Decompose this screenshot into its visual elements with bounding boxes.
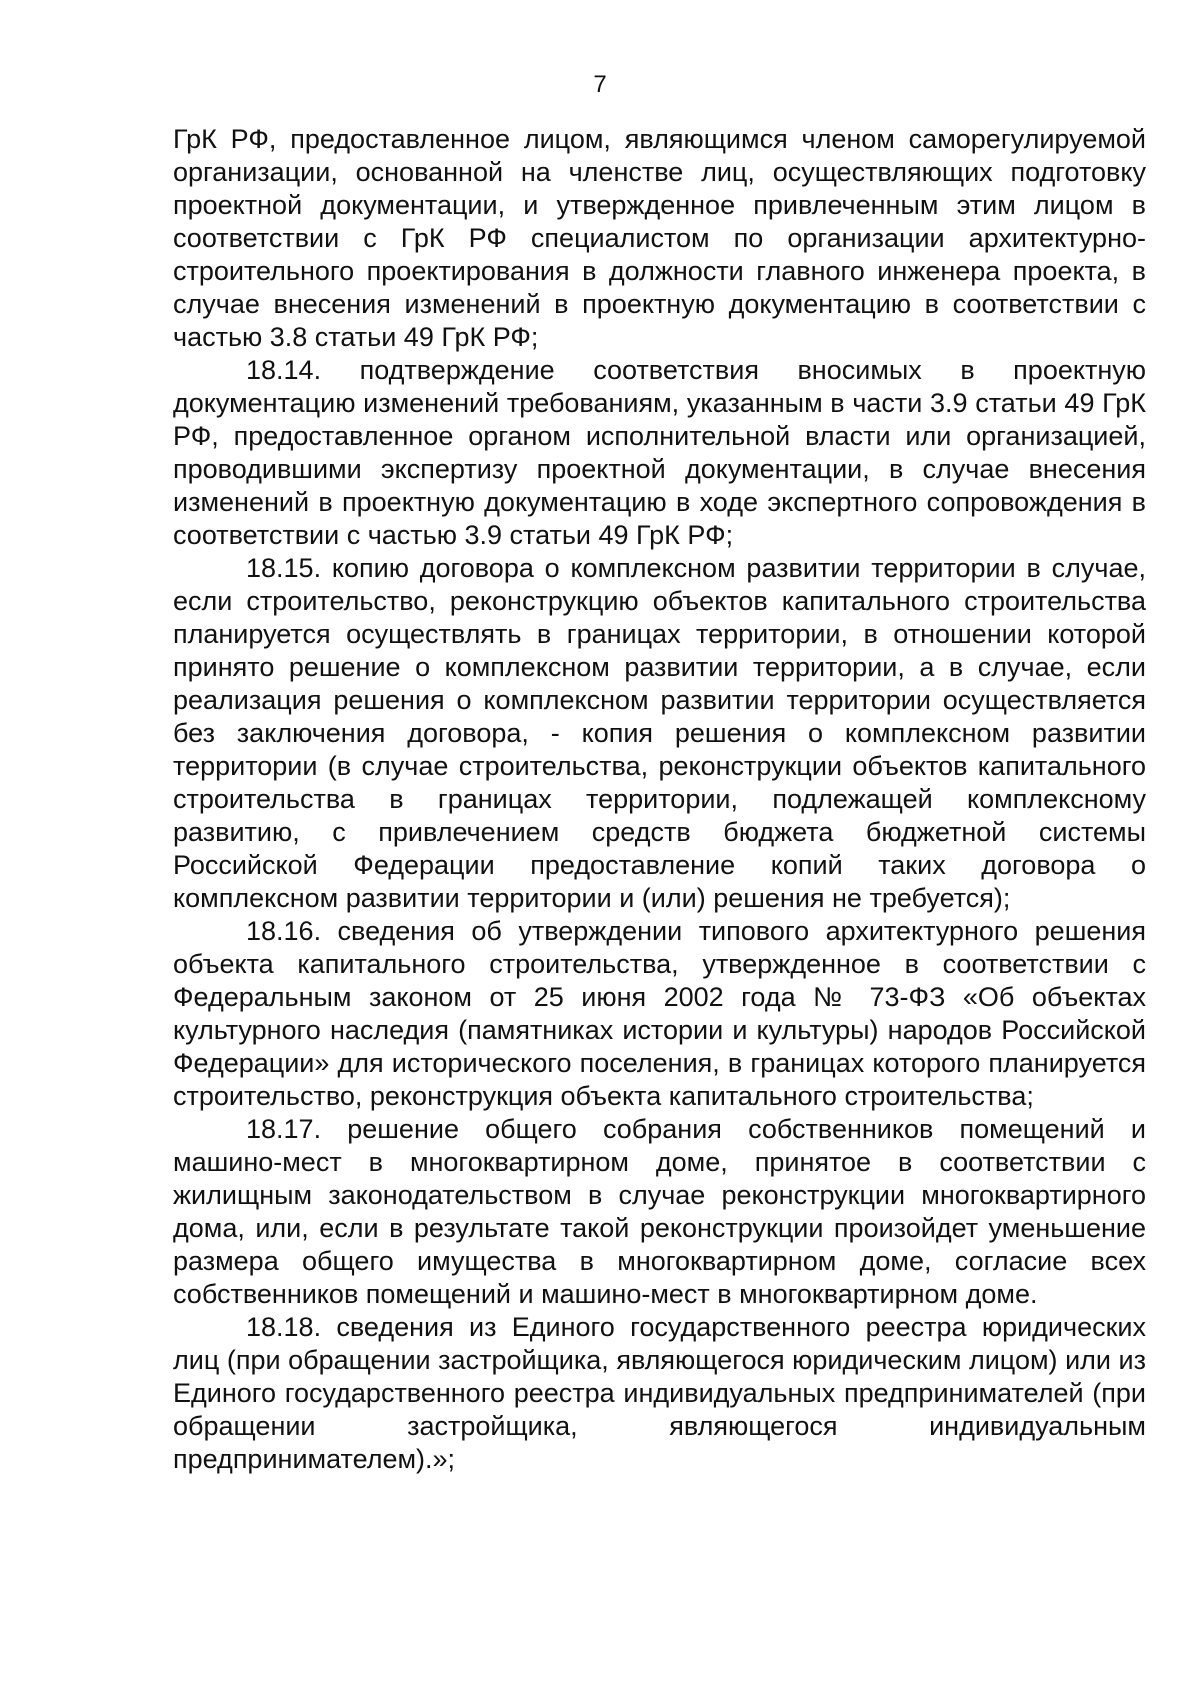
- paragraph-18-14: 18.14. подтверждение соответствия вносимых в проектную документацию изменений требованиям, указанным в части 3.9 статьи 49 ГрК РФ, предоставленное органом исполнительной власти или организацией, проводившими экспертизу проектной документации, в случае внесения изменений в проектную документацию в ходе экспертного сопровождения в соответствии с частью 3.9 статьи 49 ГрК РФ;: [173, 355, 1146, 550]
- paragraph-18-17: 18.17. решение общего собрания собственников помещений и машино-мест в многоквартирном доме, принятое в соответствии с жилищным законодательством в случае реконструкции многоквартирного дома, или, если в результате такой реконструкции произойдет уменьшение размера общего имущества в многоквартирном доме, согласие всех собственников помещений и машино-мест в многоквартирном доме.: [173, 1114, 1146, 1309]
- paragraph-18-15: 18.15. копию договора о комплексном развитии территории в случае, если строительство, реконструкцию объектов капитального строительства планируется осуществлять в границах территории, в отношении которой принято решение о комплексном развитии территории, а в случае, если реализация решения о комплексном развитии территории осуществляется без заключения договора, - копия решения о комплексном развитии территории (в случае строительства, реконструкции объектов капитального строительства в границах территории, подлежащей комплексному развитию, с привлечением средств бюджета бюджетной системы Российской Федерации предоставление копий таких договора о комплексном развитии территории и (или) решения не требуется);: [173, 553, 1146, 913]
- document-body: [173, 123, 1146, 1476]
- paragraph-continued: ГрК РФ, предоставленное лицом, являющимся членом саморегулируемой организации, основанной на членстве лиц, осуществляющих подготовку проектной документации, и утвержденное привлеченным этим лицом в соответствии с ГрК РФ специалистом по организации архитектурно-строительного проектирования в должности главного инженера проекта, в случае внесения изменений в проектную документацию в соответствии с частью 3.8 статьи 49 ГрК РФ;: [173, 124, 1146, 352]
- paragraph-18-16: 18.16. сведения об утверждении типового архитектурного решения объекта капитального строительства, утвержденное в соответствии с Федеральным законом от 25 июня 2002 года № 73-ФЗ «Об объектах культурного наследия (памятниках истории и культуры) народов Российской Федерации» для исторического поселения, в границах которого планируется строительство, реконструкция объекта капитального строительства;: [173, 916, 1146, 1111]
- page-number: 7: [593, 71, 607, 98]
- paragraph-18-18: 18.18. сведения из Единого государственного реестра юридических лиц (при обращении застройщика, являющегося юридическим лицом) или из Единого государственного реестра индивидуальных предпринимателей (при обращении застройщика, являющегося индивидуальным предпринимателем).»;: [173, 1312, 1146, 1474]
